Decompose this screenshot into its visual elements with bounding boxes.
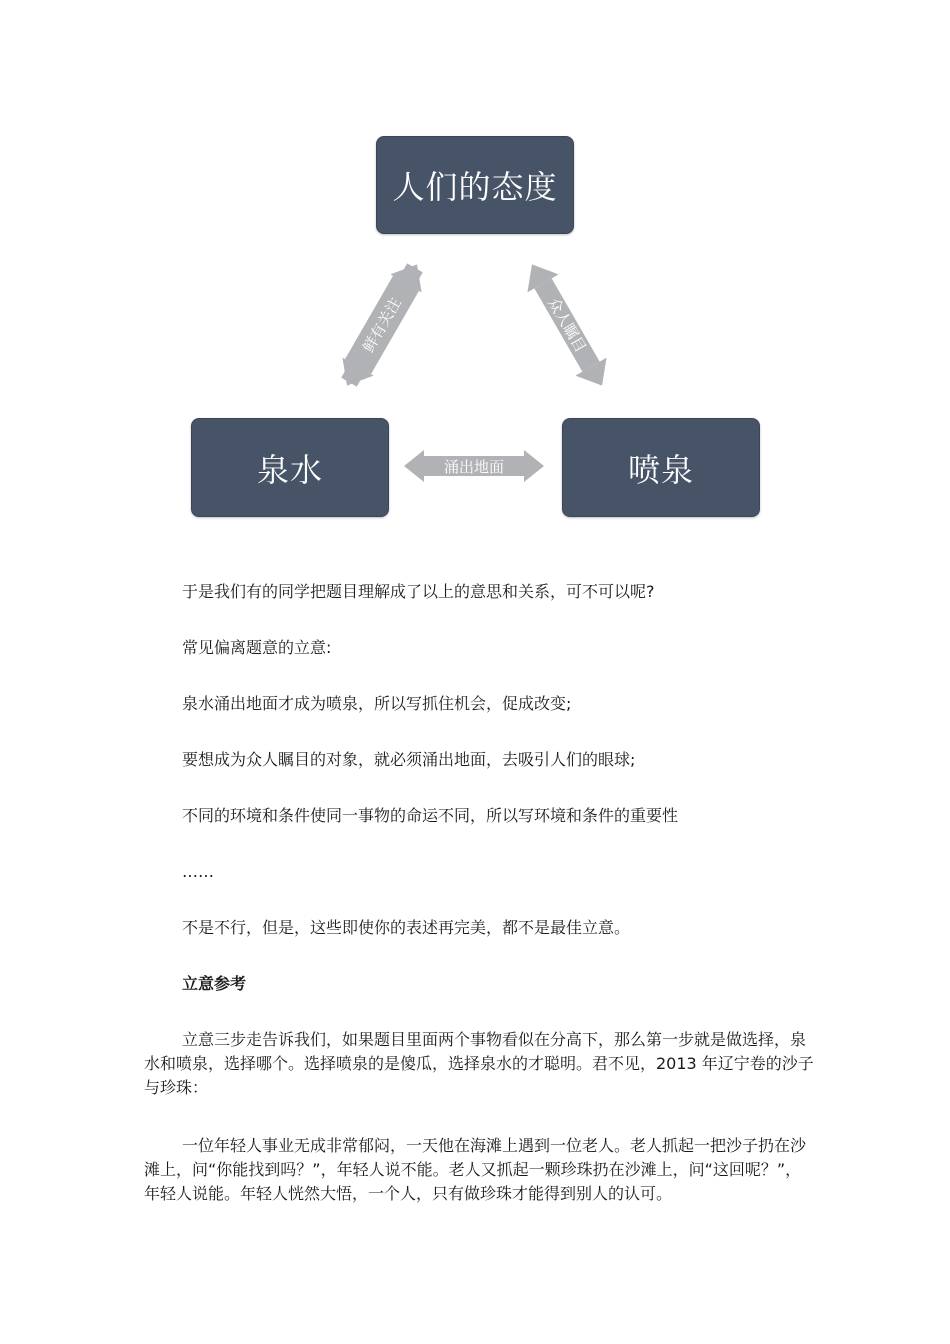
arrow-left-diagonal [331, 255, 432, 394]
paragraph-deviation-2: 要想成为众人瞩目的对象，就必须涌出地面，去吸引人们的眼球; [182, 750, 636, 769]
arrow-right-label: 众人瞩目 [544, 294, 590, 356]
paragraph-ellipsis: …… [182, 862, 214, 881]
arrows-layer [0, 0, 950, 560]
arrow-bottom-label: 涌出地面 [443, 458, 505, 476]
node-people-attitude: 人们的态度 [376, 136, 574, 234]
arrow-left-label: 鲜有关注 [359, 294, 405, 356]
body-paragraph-2: 一位年轻人事业无成非常郁闷，一天他在海滩上遇到一位老人。老人抓起一把沙子扔在沙滩上，问“你能找到吗？”，年轻人说不能。老人又抓起一颗珍珠扔在沙滩上，问“这回呢？”，年轻人说能。年轻人恍然大悟，一个人，只有做珍珠才能得到别人的认可。 [144, 1136, 807, 1203]
paragraph-deviation-3: 不同的环境和条件使同一事物的命运不同，所以写环境和条件的重要性 [182, 806, 679, 825]
relationship-diagram [0, 0, 950, 560]
arrow-right-diagonal [516, 255, 617, 394]
arrow-bottom [404, 450, 544, 482]
paragraph-intro: 于是我们有的同学把题目理解成了以上的意思和关系，可不可以呢? [182, 582, 655, 601]
node-fountain: 喷泉 [562, 418, 760, 517]
node-spring-water: 泉水 [191, 418, 389, 517]
paragraph-conclusion: 不是不行，但是，这些即使你的表述再完美，都不是最佳立意。 [182, 918, 631, 937]
section-heading: 立意参考 [182, 974, 247, 993]
paragraph-deviation-1: 泉水涌出地面才成为喷泉，所以写抓住机会，促成改变; [182, 694, 572, 713]
paragraph-common-deviation: 常见偏离题意的立意: [182, 638, 332, 657]
body-paragraph-1: 立意三步走告诉我们，如果题目里面两个事物看似在分高下，那么第一步就是做选择，泉水和喷泉，选择哪个。选择喷泉的是傻瓜，选择泉水的才聪明。君不见，2013 年辽宁卷的沙子与珍珠： [144, 1030, 814, 1097]
